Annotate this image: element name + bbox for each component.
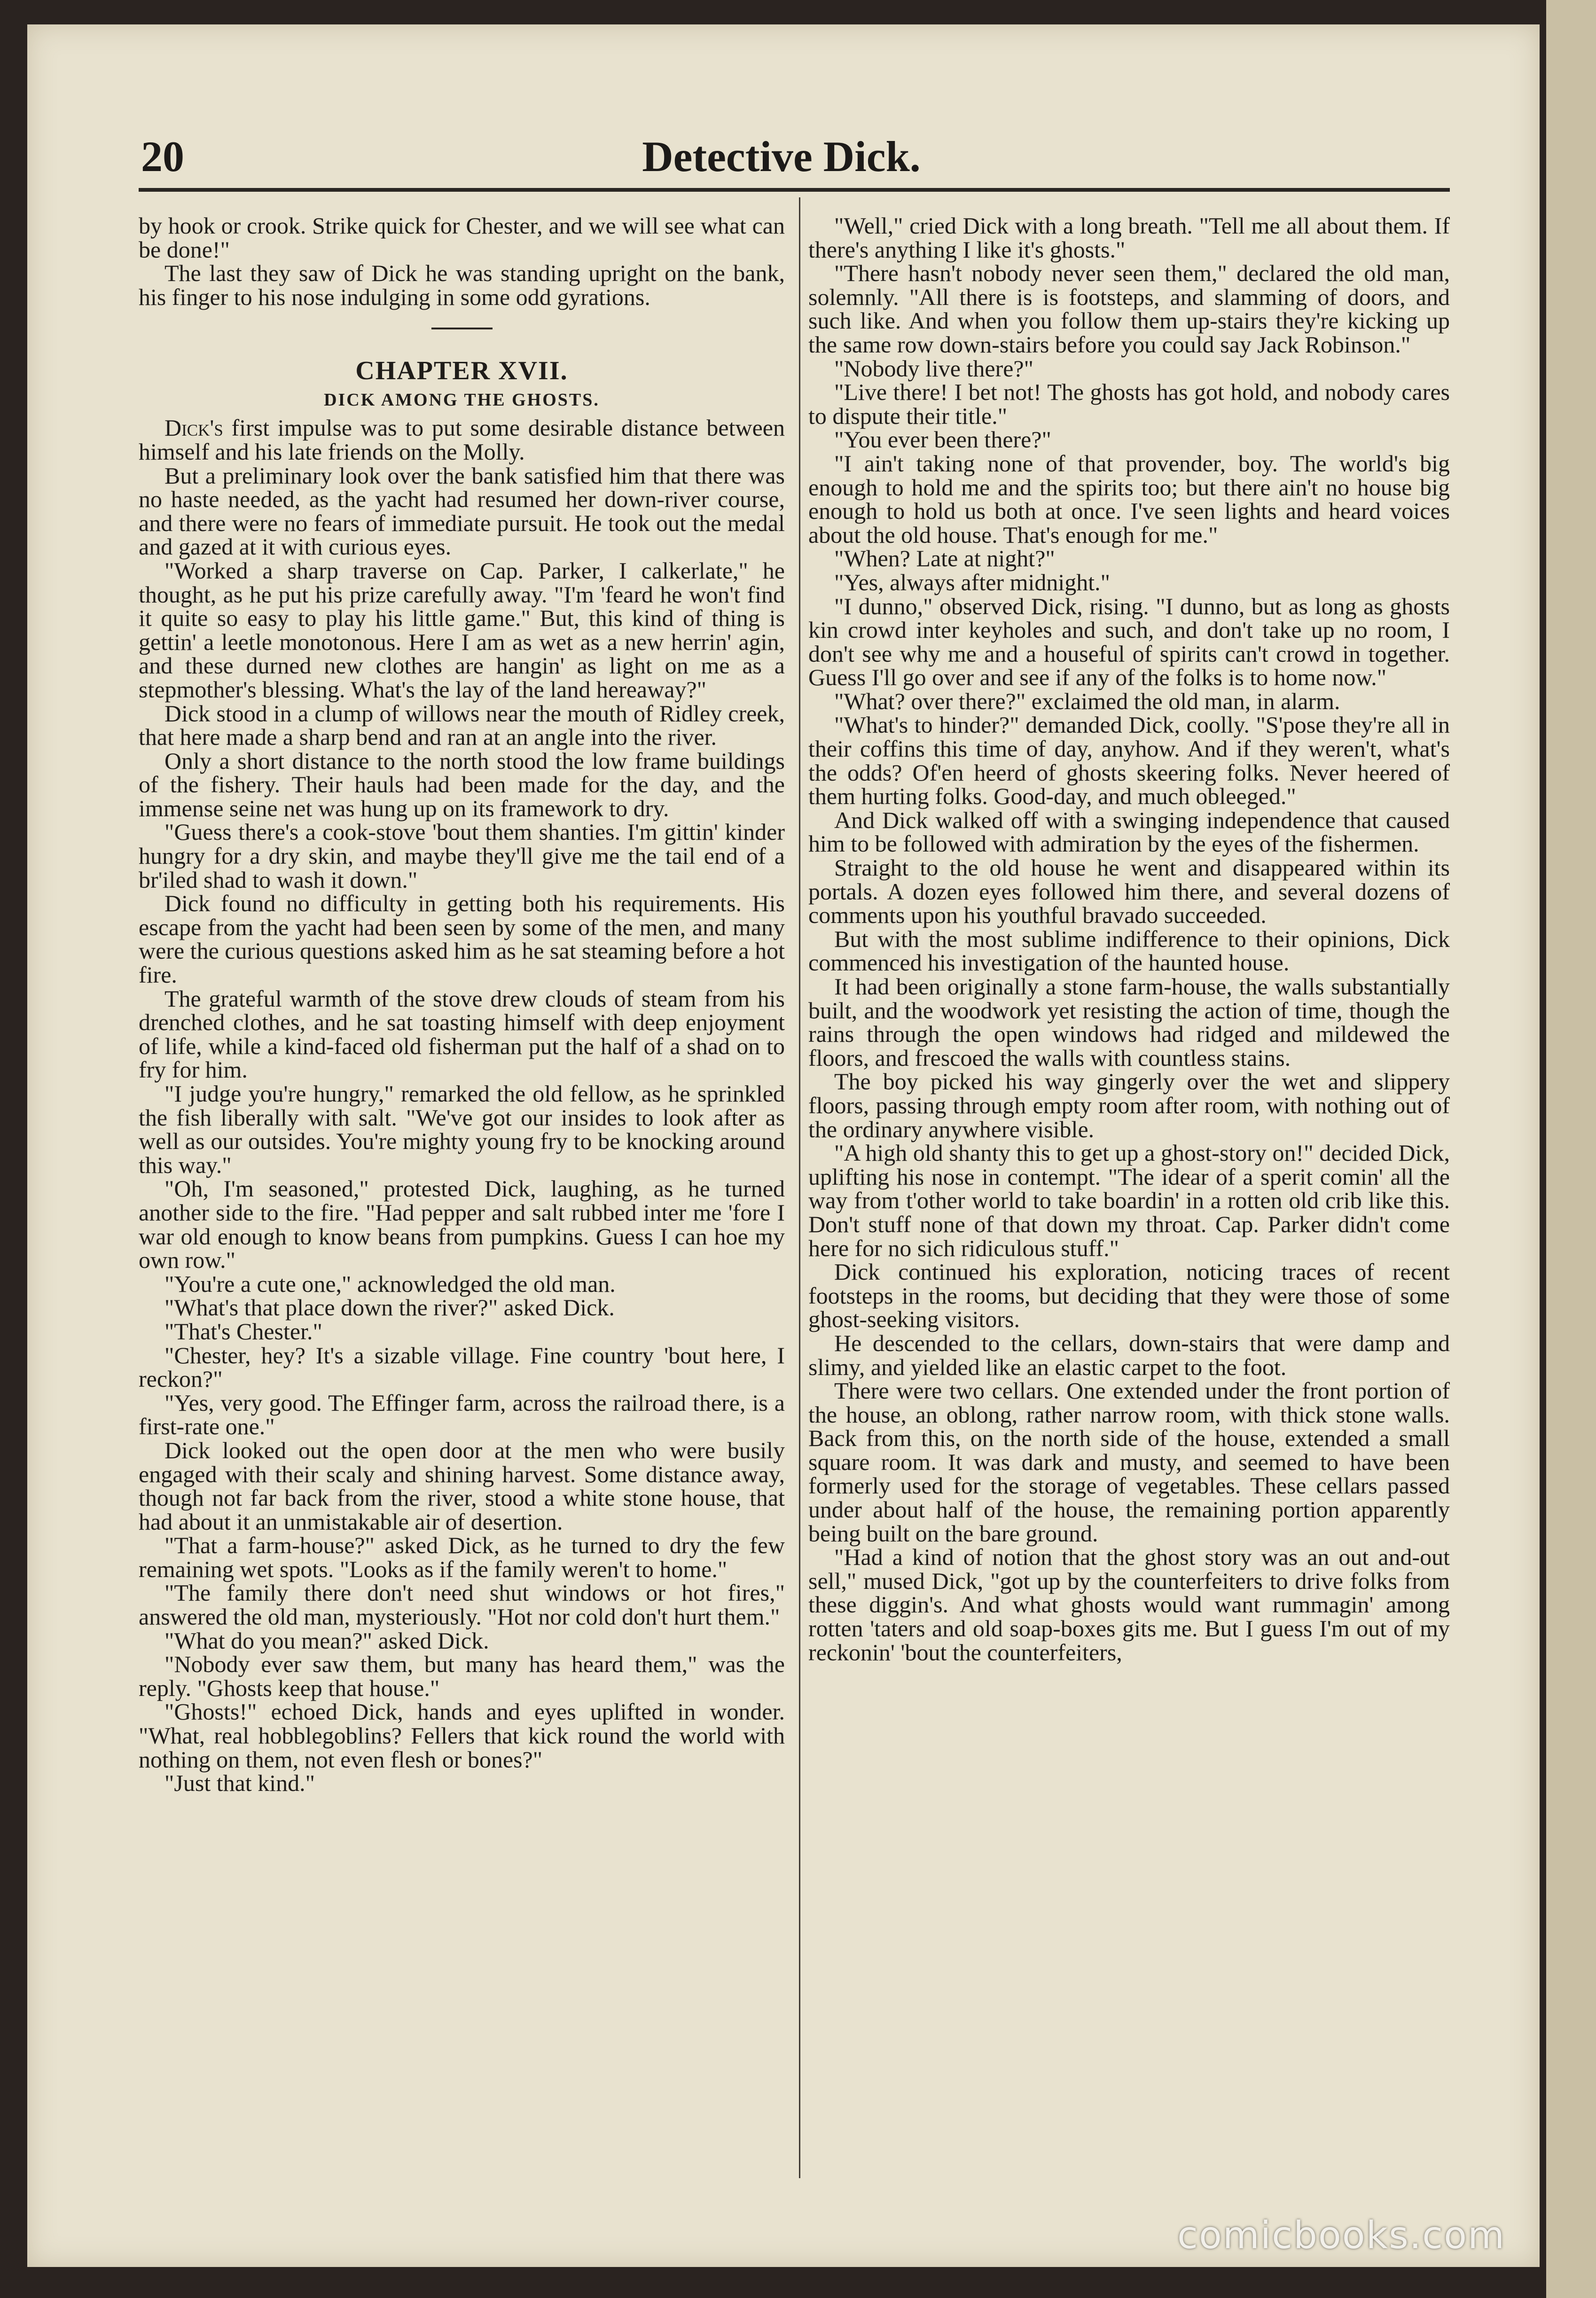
paragraph: "I judge you're hungry," remarked the old fellow, as he sprinkled the fish liberally with salt. "We've got our insides to look after as well as our outsides. You're mighty young fry to be knocking around this way.": [139, 1080, 785, 1178]
watermark-text: comicbooks.com: [1177, 2213, 1506, 2257]
paragraph: He descended to the cellars, down-stairs that were damp and slimy, and yielded like an elastic carpet to the foot.: [808, 1329, 1450, 1380]
paragraph: The boy picked his way gingerly over the wet and slippery floors, passing through empty room after room, with nothing out of the ordinary anywhere visible.: [808, 1068, 1450, 1142]
paragraph: by hook or crook. Strike quick for Chester, and we will see what can be done!": [139, 212, 785, 263]
paragraph: "That a farm-house?" asked Dick, as he turned to dry the few remaining wet spots. "Looks as if the family weren't to home.": [139, 1532, 785, 1582]
paragraph: The last they saw of Dick he was standing upright on the bank, his finger to his nose indulging in some odd gyrations.: [139, 260, 785, 310]
left-column: [139, 214, 785, 1795]
paragraph: "What? over there?" exclaimed the old man, in alarm.: [834, 688, 1340, 714]
paragraph: "Chester, hey? It's a sizable village. Fine country 'bout here, I reckon?": [139, 1342, 785, 1392]
paragraph: "Ghosts!" echoed Dick, hands and eyes uplifted in wonder. "What, real hobblegoblins? Fellers that kick round the world with nothing on them, not even flesh or bones?": [139, 1698, 785, 1773]
paragraph: Dick continued his exploration, noticing traces of recent footsteps in the rooms, but deciding that they were those of some ghost-seeking visitors.: [808, 1258, 1450, 1333]
paragraph: Dick stood in a clump of willows near the mouth of Ridley creek, that here made a sharp bend and ran at an angle into the river.: [139, 700, 785, 750]
paragraph: "What do you mean?" asked Dick.: [164, 1627, 489, 1654]
paragraph: "Yes, very good. The Effinger farm, across the railroad there, is a first-rate one.": [139, 1389, 785, 1440]
page-number: 20: [141, 133, 184, 180]
paragraph: It had been originally a stone farm-house, the walls substantially built, and the woodwork yet resisting the action of time, though the rains through the open windows had ridged and mildewed the floors, and frescoed the walls with countless stains.: [808, 973, 1450, 1071]
paragraph: "Just that kind.": [164, 1770, 315, 1797]
paragraph: "Had a kind of notion that the ghost story was an out and-out sell," mused Dick, "got up by the counterfeiters to drive folks from these diggin's. And what ghosts would want rummagin' among rotten 'taters and old soap-boxes gits me. But I guess I'm out of my reckonin' 'bout the counterfeiters,: [808, 1544, 1450, 1665]
paragraph: "That's Chester.": [164, 1318, 322, 1344]
paragraph: But with the most sublime indifference to their opinions, Dick commenced his investigation of the haunted house.: [808, 925, 1450, 976]
opening-word: Dick's: [164, 414, 223, 441]
paragraph: "Live there! I bet not! The ghosts has got hold, and nobody cares to dispute their title.": [808, 379, 1450, 429]
paragraph: "I dunno," observed Dick, rising. "I dunno, but as long as ghosts kin crowd inter keyholes and such, and don't take up no room, I don't see why me and a houseful of spirits can't crowd in together. Guess I'll go over and see if any of the folks is to home now.": [808, 593, 1450, 691]
chapter-subtitle: DICK AMONG THE GHOSTS.: [324, 390, 600, 410]
chapter-title: CHAPTER XVII.: [355, 356, 568, 386]
paragraph: "When? Late at night?": [834, 545, 1055, 572]
paragraph: "You ever been there?": [834, 426, 1051, 453]
paragraph: "The family there don't need shut windows or hot fires," answered the old man, mysteriously. "Hot nor cold don't hurt them.": [139, 1579, 785, 1630]
paragraph: The grateful warmth of the stove drew clouds of steam from his drenched clothes, and he sat toasting himself with deep enjoyment of life, while a kind-faced old fisherman put the half of a shad on to fry for him.: [139, 985, 785, 1083]
section-separator: [431, 328, 493, 329]
paragraph-text: first impulse was to put some desirable distance between himself and his late friends on the Molly.: [139, 414, 785, 465]
paragraph: Straight to the old house he went and disappeared within its portals. A dozen eyes followed him there, and several dozens of comments upon his youthful bravado succeeded.: [808, 854, 1450, 929]
paragraph: Dick looked out the open door at the men who were busily engaged with their scaly and shining harvest. Some distance away, though not far back from the river, stood a white stone house, that had about it an unmistakable air of desertion.: [139, 1437, 785, 1535]
paragraph: "Worked a sharp traverse on Cap. Parker, I calkerlate," he thought, as he put his prize carefully away. "I'm 'feard he won't find it quite so easy to play his little game." But, this kind of thing is gettin' a leetle monotonous. Here I am as wet as a new herrin' agin, and these durned new clothes are hangin' as light on me as a stepmother's blessing. What's the lay of the land hereaway?": [139, 557, 785, 703]
header-rule: [139, 188, 1450, 192]
column-divider: [799, 197, 800, 2178]
right-column: [808, 214, 1450, 1664]
paragraph: Only a short distance to the north stood the low frame buildings of the fishery. Their hauls had been made for the day, and the immense seine net was hung up on its framework to dry.: [139, 747, 785, 821]
paragraph: "Nobody live there?": [834, 355, 1034, 382]
paragraph: "I ain't taking none of that provender, boy. The world's big enough to hold me and the spirits too; but there ain't no house big enough to hold us both at once. I've seen lights and heard voices about the old house. That's enough for me.": [808, 450, 1450, 548]
paragraph: [139, 416, 785, 463]
running-title: Detective Dick.: [642, 133, 921, 180]
paragraph: "Yes, always after midnight.": [834, 569, 1111, 595]
paragraph: "Well," cried Dick with a long breath. "Tell me all about them. If there's anything I like it's ghosts.": [808, 212, 1450, 263]
paragraph: "A high old shanty this to get up a ghost-story on!" decided Dick, uplifting his nose in contempt. "The idear of a sperit comin' all the way from t'other world to take boardin' in a rotten old crib like this. Don't stuff none of that down my throat. Cap. Parker didn't come here for no sich ridiculous stuff.": [808, 1140, 1450, 1261]
paragraph: There were two cellars. One extended under the front portion of the house, an oblong, rather narrow room, with thick stone walls. Back from this, on the north side of the house, extended a small square room. It was dark and musty, and seemed to have been formerly used for the storage of vegetables. These cellars passed under about half of the house, the remaining portion apparently being built on the bare ground.: [808, 1377, 1450, 1547]
page-header: [115, 113, 1447, 183]
paragraph: Dick found no difficulty in getting both his requirements. His escape from the yacht had been seen by some of the men, and many were the curious questions asked him as he sat steaming before a hot fire.: [139, 890, 785, 988]
paragraph: "What's to hinder?" demanded Dick, coolly. "S'pose they're all in their coffins this time of day, anyhow. And if they weren't, what's the odds? Of'en heerd of ghosts skeering folks. Never heered of them hurting folks. Good-day, and much obleeged.": [808, 711, 1450, 810]
paragraph: "Oh, I'm seasoned," protested Dick, laughing, as he turned another side to the fire. "Had pepper and salt rubbed inter me 'fore I war old enough to know beans from pumpkins. Guess I can hoe my own row.": [139, 1175, 785, 1274]
paragraph: "You're a cute one," acknowledged the old man.: [164, 1270, 616, 1297]
paragraph: "What's that place down the river?" asked Dick.: [164, 1294, 615, 1321]
paragraph: And Dick walked off with a swinging independence that caused him to be followed with admiration by the eyes of the fishermen.: [808, 806, 1450, 857]
paragraph: "There hasn't nobody never seen them," declared the old man, solemnly. "All there is is footsteps, and slamming of doors, and such like. And when you follow them up-stairs they're kicking up the same row down-stairs before you could say Jack Robinson.": [808, 260, 1450, 358]
facing-page-edge: [1546, 0, 1596, 2298]
paragraph: "Nobody ever saw them, but many has heard them," was the reply. "Ghosts keep that house.": [139, 1651, 785, 1701]
paragraph: But a preliminary look over the bank satisfied him that there was no haste needed, as the yacht had resumed her down-river course, and there were no fears of immediate pursuit. He took out the medal and gazed at it with curious eyes.: [139, 462, 785, 560]
paragraph: "Guess there's a cook-stove 'bout them shanties. I'm gittin' kinder hungry for a dry skin, and maybe they'll give me the tail end of a br'iled shad to wash it down.": [139, 819, 785, 893]
